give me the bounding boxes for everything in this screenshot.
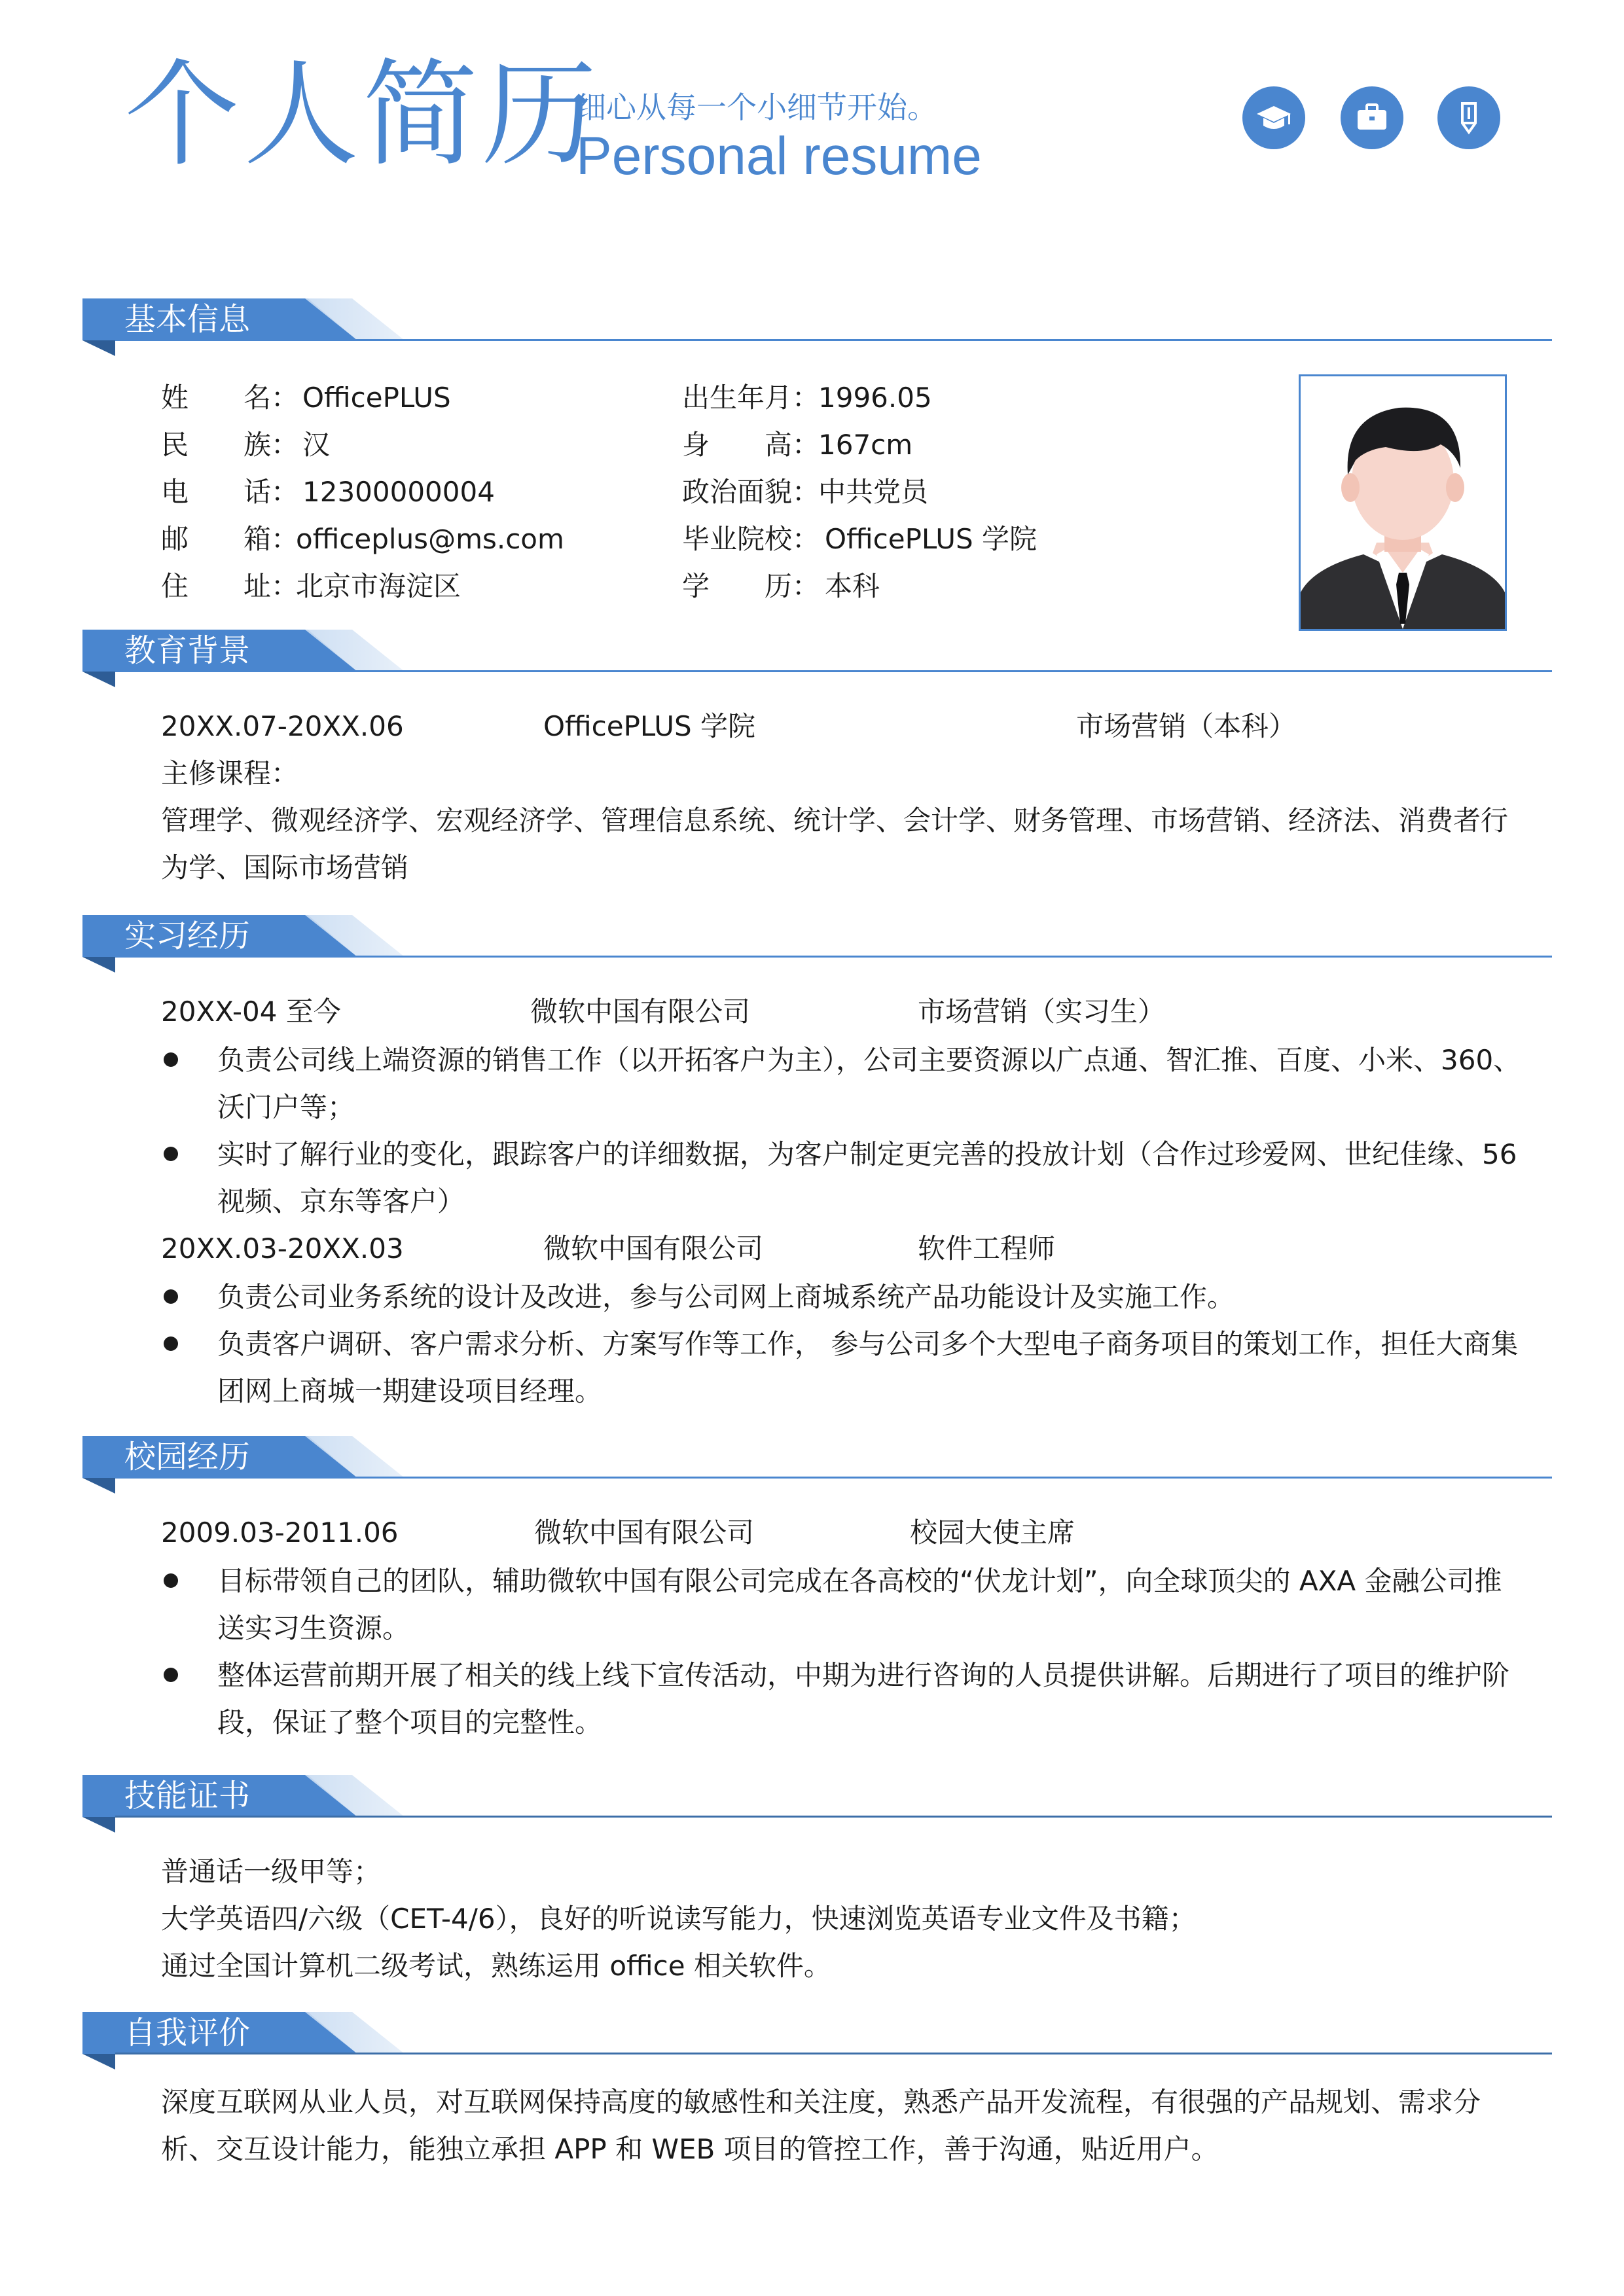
page-title: 个人简历	[124, 48, 602, 182]
ethnic-label: 民 族：	[161, 429, 299, 461]
address-label: 住 址：	[161, 570, 299, 602]
birth-label: 出生年月：	[682, 382, 820, 414]
edu-major: 市场营销（本科）	[1076, 710, 1297, 742]
skill-3: 通过全国计算机二级考试，熟练运用 office 相关软件。	[161, 1950, 831, 1982]
campus-company: 微软中国有限公司	[534, 1516, 755, 1549]
politics-value: 中共党员	[818, 476, 929, 508]
height-value: 167cm	[818, 429, 913, 461]
section-title: 实习经历	[124, 918, 251, 954]
profile-photo	[1299, 374, 1507, 631]
skill-1: 普通话一级甲等；	[161, 1856, 382, 1888]
job1-period: 20XX-04 至今	[161, 996, 341, 1028]
skill-2: 大学英语四/六级（CET-4/6），良好的听说读写能力，快速浏览英语专业文件及书籍；	[161, 1903, 1197, 1935]
degree-value: 本科	[825, 570, 880, 602]
courses-text: 管理学、微观经济学、宏观经济学、管理信息系统、统计学、会计学、财务管理、市场营销、经济法、消费者行为学、国际市场营销	[161, 804, 1509, 884]
section-title: 校园经历	[124, 1439, 251, 1475]
briefcase-icon	[1341, 86, 1403, 149]
section-header-self	[82, 2012, 1552, 2072]
email-label: 邮 箱：	[161, 523, 299, 555]
section-header-education	[82, 630, 1552, 690]
campus-bullet-1: 目标带领自己的团队，辅助微软中国有限公司完成在各高校的“伏龙计划”，向全球顶尖的 AXA 金融公司推送实习生资源。	[217, 1565, 1502, 1644]
job2-role: 软件工程师	[918, 1232, 1056, 1265]
ethnic-value: 汉	[302, 429, 331, 461]
pen-icon	[1437, 86, 1500, 149]
slogan-en: Personal resume	[576, 126, 982, 186]
campus-bullet-2: 整体运营前期开展了相关的线上线下宣传活动，中期为进行咨询的人员提供讲解。后期进行了项目的维护阶段，保证了整个项目的完整性。	[217, 1659, 1510, 1738]
slogan-cn: 细心从每一个小细节开始。	[576, 90, 937, 125]
name-value: OfficePLUS	[302, 382, 451, 414]
school-label: 毕业院校：	[682, 523, 820, 555]
graduation-cap-icon	[1242, 86, 1305, 149]
job2-bullet-2: 负责客户调研、客户需求分析、方案写作等工作， 参与公司多个大型电子商务项目的策划工作，担任大商集团网上商城一期建设项目经理。	[217, 1328, 1519, 1407]
school-value: OfficePLUS 学院	[825, 523, 1037, 555]
section-header-internship	[82, 915, 1552, 975]
bullet-dot	[164, 1668, 178, 1682]
email-value: officeplus@ms.com	[296, 523, 564, 555]
self-evaluation-text: 深度互联网从业人员，对互联网保持高度的敏感性和关注度，熟悉产品开发流程，有很强的产品规划、需求分析、交互设计能力，能独立承担 APP 和 WEB 项目的管控工作，善于沟通，贴近用户。	[161, 2086, 1481, 2165]
section-header-basic	[82, 298, 1552, 359]
bullet-dot	[164, 1052, 178, 1067]
politics-label: 政治面貌：	[682, 476, 820, 508]
campus-period: 2009.03-2011.06	[161, 1516, 399, 1549]
phone-label: 电 话：	[161, 476, 299, 508]
edu-school: OfficePLUS 学院	[543, 710, 755, 742]
job1-role: 市场营销（实习生）	[918, 996, 1166, 1028]
name-label: 姓 名：	[161, 382, 299, 414]
job1-bullet-1: 负责公司线上端资源的销售工作（以开拓客户为主），公司主要资源以广点通、智汇推、百度、小米、360、沃门户等；	[217, 1044, 1521, 1123]
section-header-skills	[82, 1775, 1552, 1835]
bullet-dot	[164, 1147, 178, 1161]
job2-company: 微软中国有限公司	[543, 1232, 764, 1265]
job1-bullet-2: 实时了解行业的变化，跟踪客户的详细数据，为客户制定更完善的投放计划（合作过珍爱网、世纪佳缘、56 视频、京东等客户）	[217, 1138, 1517, 1217]
bullet-dot	[164, 1573, 178, 1588]
job2-bullet-1: 负责公司业务系统的设计及改进，参与公司网上商城系统产品功能设计及实施工作。	[217, 1281, 1235, 1313]
job1-company: 微软中国有限公司	[530, 996, 751, 1028]
degree-label: 学 历：	[682, 570, 820, 602]
job2-period: 20XX.03-20XX.03	[161, 1232, 404, 1265]
section-title: 自我评价	[124, 2015, 251, 2051]
phone-value: 12300000004	[302, 476, 495, 508]
campus-role: 校园大使主席	[910, 1516, 1075, 1549]
section-title: 技能证书	[124, 1778, 251, 1814]
edu-period: 20XX.07-20XX.06	[161, 710, 404, 742]
courses-label: 主修课程：	[161, 757, 299, 789]
avatar-illustration	[1301, 376, 1505, 629]
birth-value: 1996.05	[818, 382, 932, 414]
bullet-dot	[164, 1289, 178, 1304]
address-value: 北京市海淀区	[296, 570, 461, 602]
height-label: 身 高：	[682, 429, 820, 461]
section-title: 基本信息	[124, 301, 251, 338]
section-title: 教育背景	[124, 632, 251, 669]
section-header-campus	[82, 1436, 1552, 1496]
bullet-dot	[164, 1336, 178, 1351]
